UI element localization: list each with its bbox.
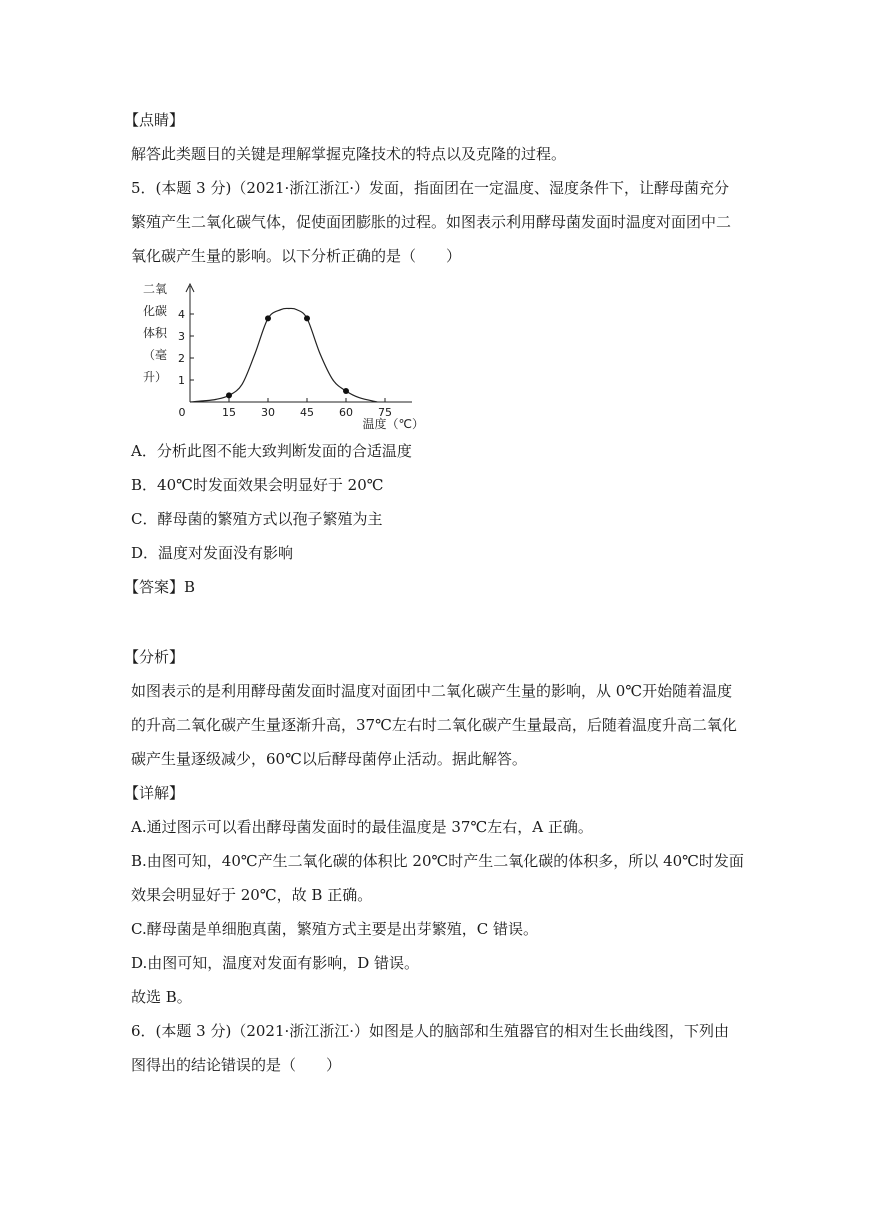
question5-line-3: 氧化碳产生量的影响。以下分析正确的是（ ） <box>131 247 462 265</box>
xiangjie-line-b1: B.由图可知，40℃产生二氧化碳的体积比 20℃时产生二氧化碳的体积多，所以 40℃时发面 <box>131 852 744 870</box>
y-tick-label: 1 <box>178 374 185 387</box>
y-axis-label: 升） <box>143 370 168 384</box>
question5-line-2: 繁殖产生二氧化碳气体，促使面团膨胀的过程。如图表示利用酵母菌发面时温度对面团中二 <box>131 213 732 231</box>
option-b: B．40℃时发面效果会明显好于 20℃ <box>131 476 384 494</box>
xiangjie-line-a: A.通过图示可以看出酵母菌发面时的最佳温度是 37℃左右，A 正确。 <box>131 818 593 836</box>
y-axis-label: 体积 <box>143 326 168 340</box>
x-axis-label: 温度（℃） <box>362 417 424 431</box>
xiangjie-line-b2: 效果会明显好于 20℃，故 B 正确。 <box>131 886 373 904</box>
question5-line-1: 5．(本题 3 分)（2021·浙江浙江·）发面，指面团在一定温度、湿度条件下，让酵母菌充分 <box>131 179 730 197</box>
co2-curve <box>190 308 377 402</box>
co2-temperature-chart <box>140 280 424 431</box>
xiangjie-line-d: D.由图可知，温度对发面有影响，D 错误。 <box>131 954 420 972</box>
xiangjie-line-c: C.酵母菌是单细胞真菌，繁殖方式主要是出芽繁殖，C 错误。 <box>131 920 538 938</box>
y-tick-label: 2 <box>178 352 185 365</box>
fenxi-line-3: 碳产生量逐级减少，60℃以后酵母菌停止活动。据此解答。 <box>131 750 527 768</box>
x-tick-label: 15 <box>222 406 236 419</box>
question6-line-1: 6．(本题 3 分)（2021·浙江浙江·）如图是人的脑部和生殖器官的相对生长曲线图，下列由 <box>131 1022 730 1040</box>
answer: 【答案】B <box>124 578 196 596</box>
fenxi-line-2: 的升高二氧化碳产生量逐渐升高，37℃左右时二氧化碳产生量最高，后随着温度升高二氧化 <box>131 716 737 734</box>
option-d: D．温度对发面没有影响 <box>131 544 294 562</box>
y-axis-label: 二氧 <box>143 282 168 296</box>
y-tick-label: 4 <box>178 308 185 321</box>
option-a: A．分析此图不能大致判断发面的合适温度 <box>131 442 412 460</box>
x-tick-label: 75 <box>378 406 392 419</box>
question6-line-2: 图得出的结论错误的是（ ） <box>131 1056 342 1074</box>
dianjing-heading: 【点睛】 <box>124 111 185 129</box>
x-tick-label: 30 <box>261 406 275 419</box>
data-point <box>304 315 310 321</box>
xiangjie-conclusion: 故选 B。 <box>131 988 192 1006</box>
y-tick-label: 3 <box>178 330 185 343</box>
fenxi-line-1: 如图表示的是利用酵母菌发面时温度对面团中二氧化碳产生量的影响，从 0℃开始随着温度 <box>131 682 733 700</box>
dianjing-text: 解答此类题目的关键是理解掌握克隆技术的特点以及克隆的过程。 <box>131 145 567 163</box>
x-tick-label: 45 <box>300 406 314 419</box>
x-tick-label: 0 <box>178 406 186 419</box>
y-axis-label: 化碳 <box>143 304 168 318</box>
data-point <box>226 392 232 398</box>
y-axis-label: （毫 <box>143 348 168 362</box>
option-c: C．酵母菌的繁殖方式以孢子繁殖为主 <box>131 510 383 528</box>
data-point <box>265 315 271 321</box>
data-point <box>343 388 349 394</box>
xiangjie-heading: 【详解】 <box>124 784 185 802</box>
fenxi-heading: 【分析】 <box>124 648 185 666</box>
x-tick-label: 60 <box>339 406 353 419</box>
